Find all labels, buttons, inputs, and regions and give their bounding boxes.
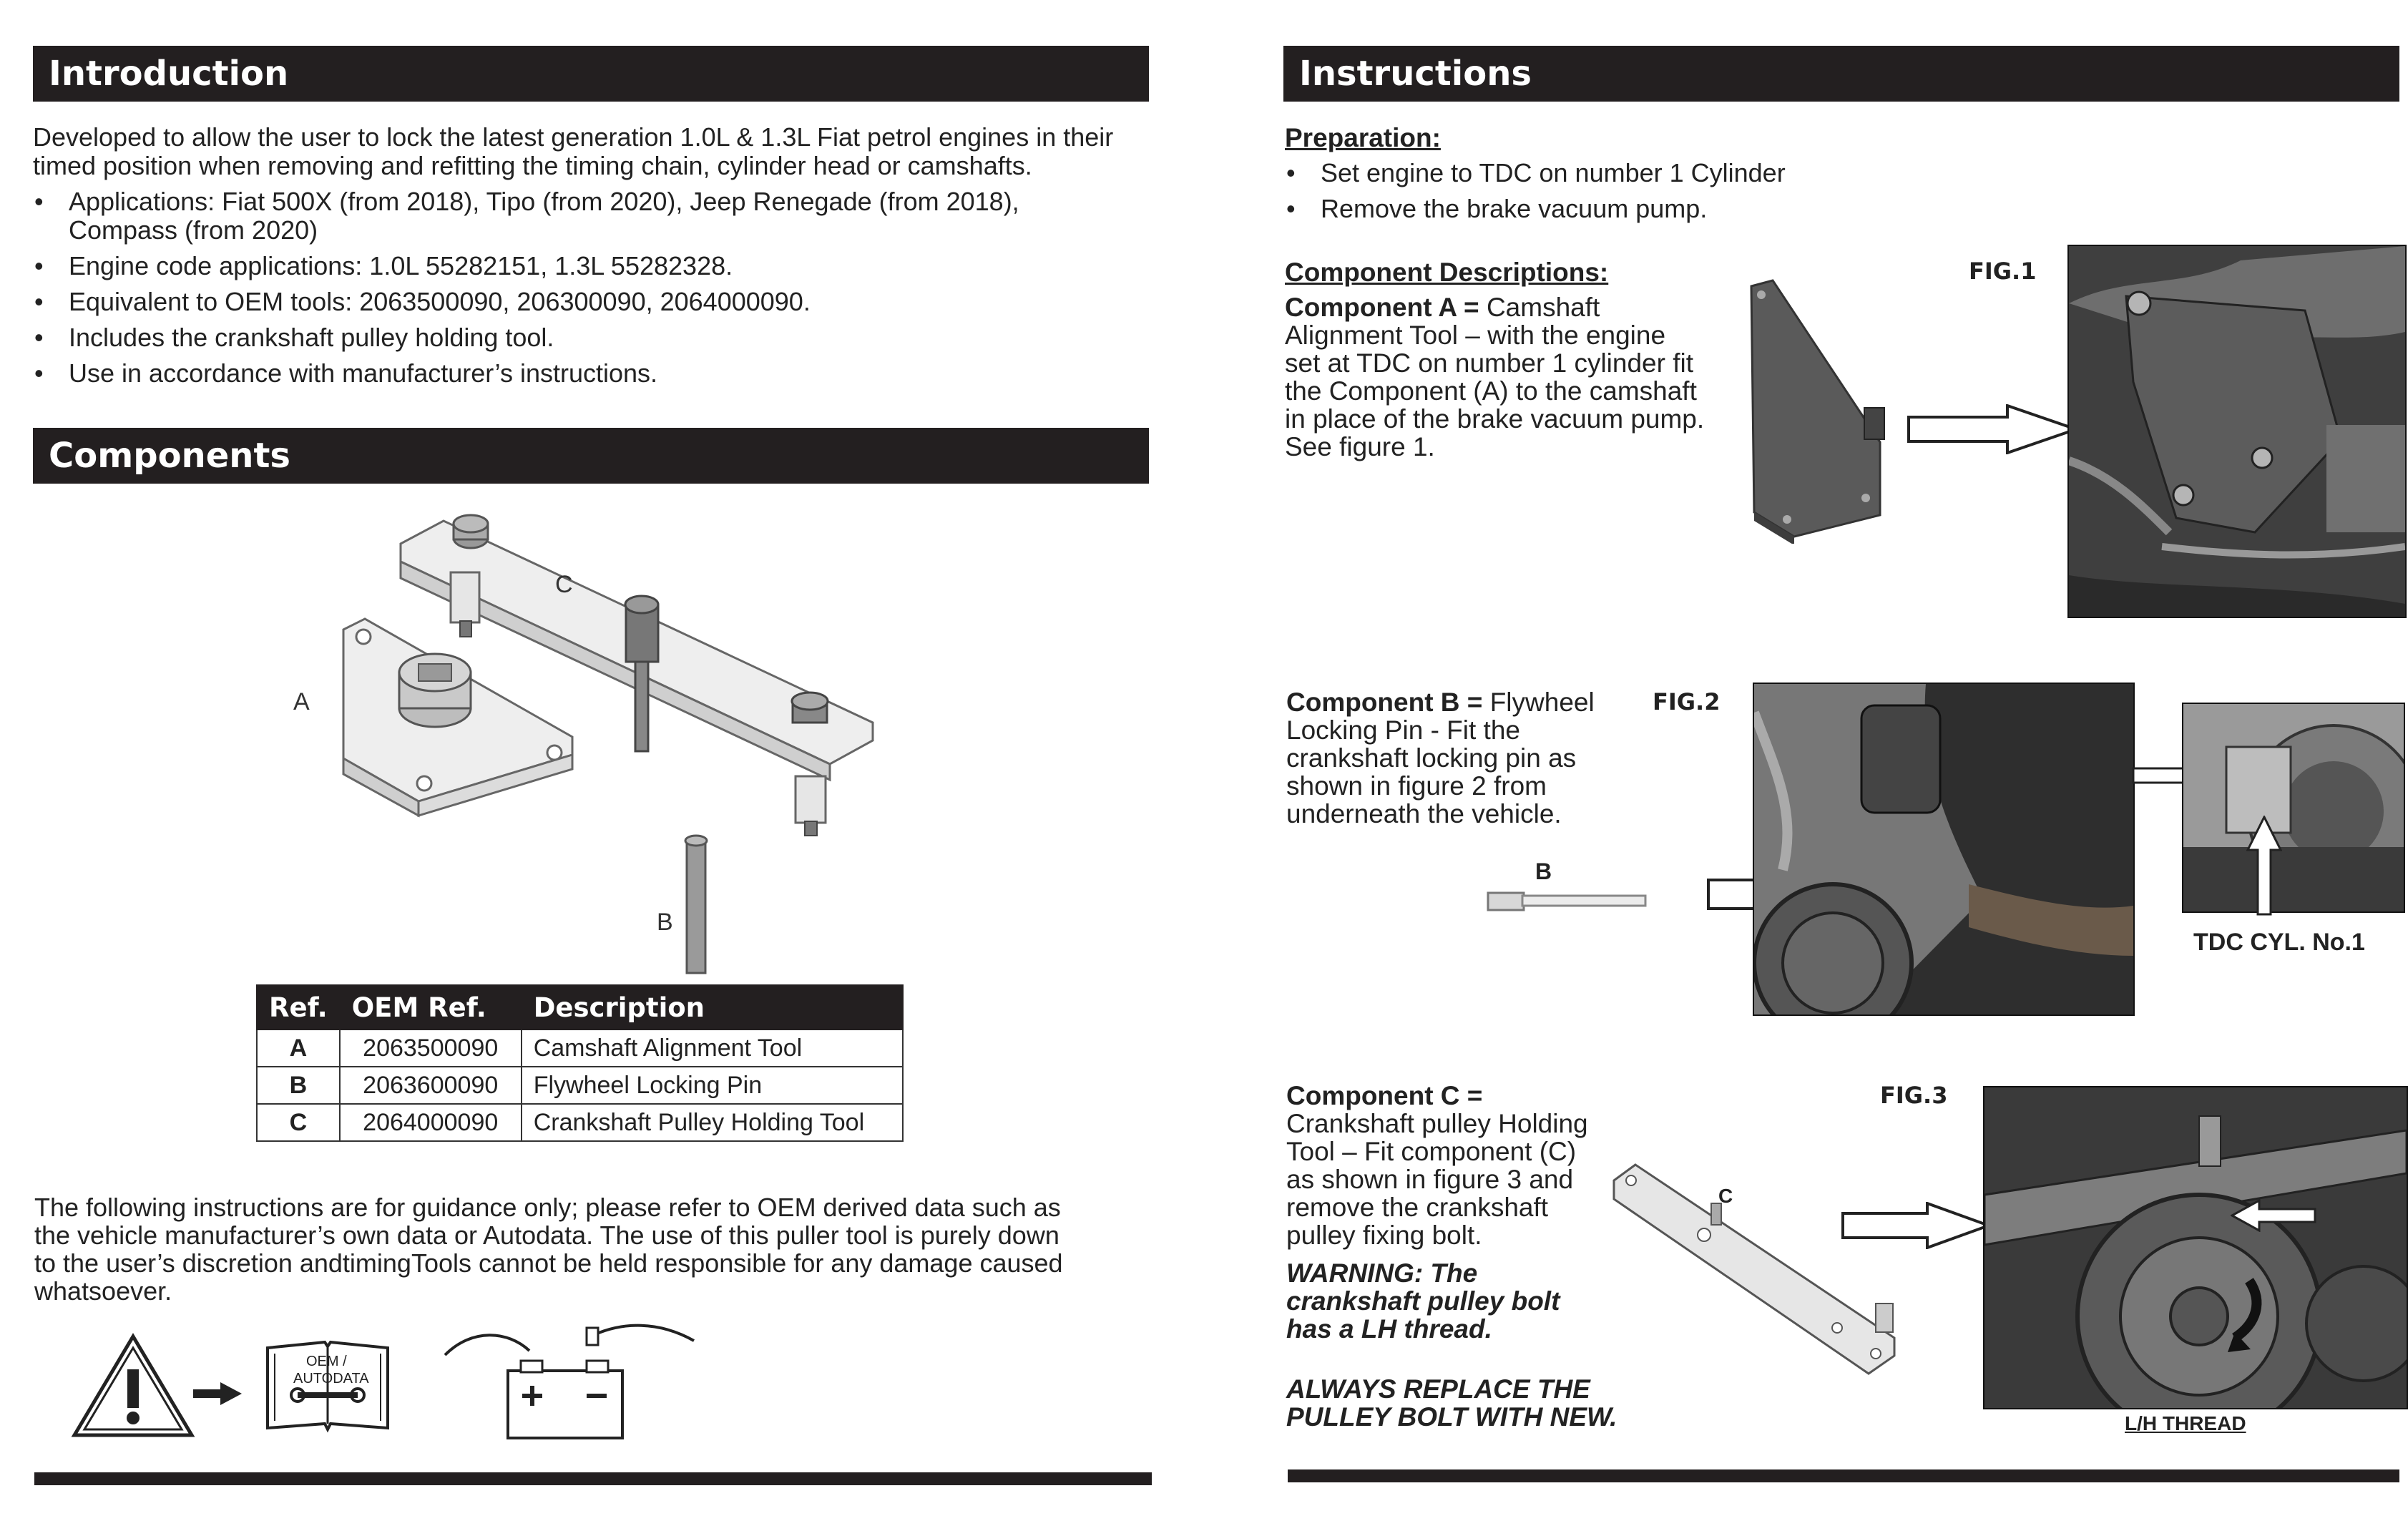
component-a-text: Camshaft Alignment Tool – with the engine set at TDC on number 1 cylinder fit the Component (A) to the camshaft in place of the brake vacuum pump. See figure 1. — [1285, 293, 1705, 461]
prep-bullet: • Remove the brake vacuum pump. — [1285, 195, 1929, 223]
components-table — [256, 984, 904, 1142]
table-cell: B — [257, 1067, 340, 1104]
left-footer-bar — [34, 1472, 1152, 1485]
arrow-right-icon — [192, 1379, 243, 1408]
label-a: A — [293, 688, 310, 715]
preparation-list — [1285, 159, 1929, 230]
fig3-label: FIG.3 — [1880, 1082, 1948, 1109]
tool-a-label: A — [1814, 315, 1830, 338]
components-title: Components — [49, 436, 290, 476]
table-cell: Flywheel Locking Pin — [522, 1067, 903, 1104]
tool-c-illustration — [1611, 1152, 1897, 1388]
tool-c-label: C — [1718, 1185, 1733, 1207]
arrow-left-icon — [2231, 1199, 2316, 1232]
table-header-oem: OEM Ref. — [340, 985, 522, 1030]
intro-paragraph: Developed to allow the user to lock the latest generation 1.0L & 1.3L Fiat petrol engines in their timed position when removing and refitting the timing chain, cylinder head or camshafts. — [33, 122, 1114, 180]
components-banner — [33, 428, 1149, 484]
arrow-up-outline — [2246, 816, 2282, 916]
table-cell: A — [257, 1030, 340, 1067]
instructions-banner — [1283, 46, 2399, 102]
components-illustration — [272, 494, 901, 980]
introduction-banner — [33, 46, 1149, 102]
disclaimer-paragraph: The following instructions are for guidance only; please refer to OEM derived data such as the vehicle manufacturer’s own data or Autodata. The use of this puller tool is purely down to the user’s discretion andtimingTools cannot be held responsible for any damage caused whatsoever. — [34, 1193, 1063, 1306]
component-a-description — [1285, 293, 1707, 461]
component-b-description — [1286, 688, 1601, 828]
intro-bullet: • Use in accordance with manufacturer’s instructions. — [33, 359, 1127, 388]
fig1-photo — [2067, 245, 2407, 618]
warning-triangle-icon — [70, 1332, 196, 1439]
preparation-heading: Preparation: — [1285, 123, 1441, 152]
component-c-description — [1286, 1082, 1601, 1249]
arrow-right-outline — [1907, 404, 2079, 454]
right-footer-bar — [1288, 1469, 2399, 1482]
intro-bullet: • Engine code applications: 1.0L 55282151, 1.3L 55282328. — [33, 252, 1127, 280]
label-b: B — [657, 909, 673, 936]
component-descriptions-heading: Component Descriptions: — [1285, 258, 1609, 287]
intro-bullet: • Equivalent to OEM tools: 2063500090, 206300090, 2064000090. — [33, 288, 1127, 316]
warning-text: WARNING: The crankshaft pulley bolt has a LH thread. — [1286, 1258, 1560, 1344]
arrow-right-outline — [1841, 1202, 1992, 1249]
table-row — [257, 1104, 903, 1141]
label-c: C — [555, 571, 573, 598]
table-header-ref: Ref. — [257, 985, 340, 1030]
fig2-photo — [1753, 683, 2135, 1016]
pin-b-illustration — [1487, 889, 1648, 913]
tdc-label: TDC CYL. No.1 — [2193, 929, 2365, 956]
intro-bullet: • Applications: Fiat 500X (from 2018), Tipo (from 2020), Jeep Renegade (from 2018), Compass (from 2020) — [33, 187, 1127, 245]
fig1-label: FIG.1 — [1969, 258, 2037, 285]
replace-bolt-text: ALWAYS REPLACE THE PULLEY BOLT WITH NEW. — [1286, 1374, 1617, 1432]
tool-b-pin — [687, 841, 705, 973]
fig3-photo — [1983, 1086, 2408, 1409]
introduction-title: Introduction — [49, 54, 289, 94]
table-cell: Camshaft Alignment Tool — [522, 1030, 903, 1067]
prep-bullet: • Set engine to TDC on number 1 Cylinder — [1285, 159, 1929, 187]
intro-bullet-list — [33, 187, 1127, 395]
component-b-text: Flywheel Locking Pin - Fit the crankshaft locking pin as shown in figure 2 from underneath the vehicle. — [1286, 688, 1595, 828]
table-cell: 2064000090 — [340, 1104, 522, 1141]
component-c-text: Crankshaft pulley Holding Tool – Fit component (C) as shown in figure 3 and remove the crankshaft pulley fixing bolt. — [1286, 1109, 1588, 1250]
table-header-desc: Description — [522, 985, 903, 1030]
lh-thread-label: L/H THREAD — [2125, 1412, 2246, 1434]
book-text-2: AUTODATA — [293, 1371, 369, 1386]
fig2-inset-photo — [2182, 703, 2405, 913]
table-cell: Crankshaft Pulley Holding Tool — [522, 1104, 903, 1141]
component-b-title: Component B = — [1286, 688, 1483, 717]
table-row — [257, 1030, 903, 1067]
fig2-label: FIG.2 — [1653, 688, 1721, 715]
pin-b-label: B — [1535, 859, 1552, 884]
book-text-1: OEM / — [306, 1354, 347, 1369]
intro-bullet: • Includes the crankshaft pulley holding tool. — [33, 323, 1127, 352]
table-cell: C — [257, 1104, 340, 1141]
table-cell: 2063600090 — [340, 1067, 522, 1104]
table-row — [257, 1067, 903, 1104]
table-cell: 2063500090 — [340, 1030, 522, 1067]
instructions-title: Instructions — [1299, 54, 1532, 94]
component-a-title: Component A = — [1285, 293, 1479, 322]
component-c-title: Component C = — [1286, 1081, 1483, 1110]
battery-icon — [444, 1315, 701, 1444]
